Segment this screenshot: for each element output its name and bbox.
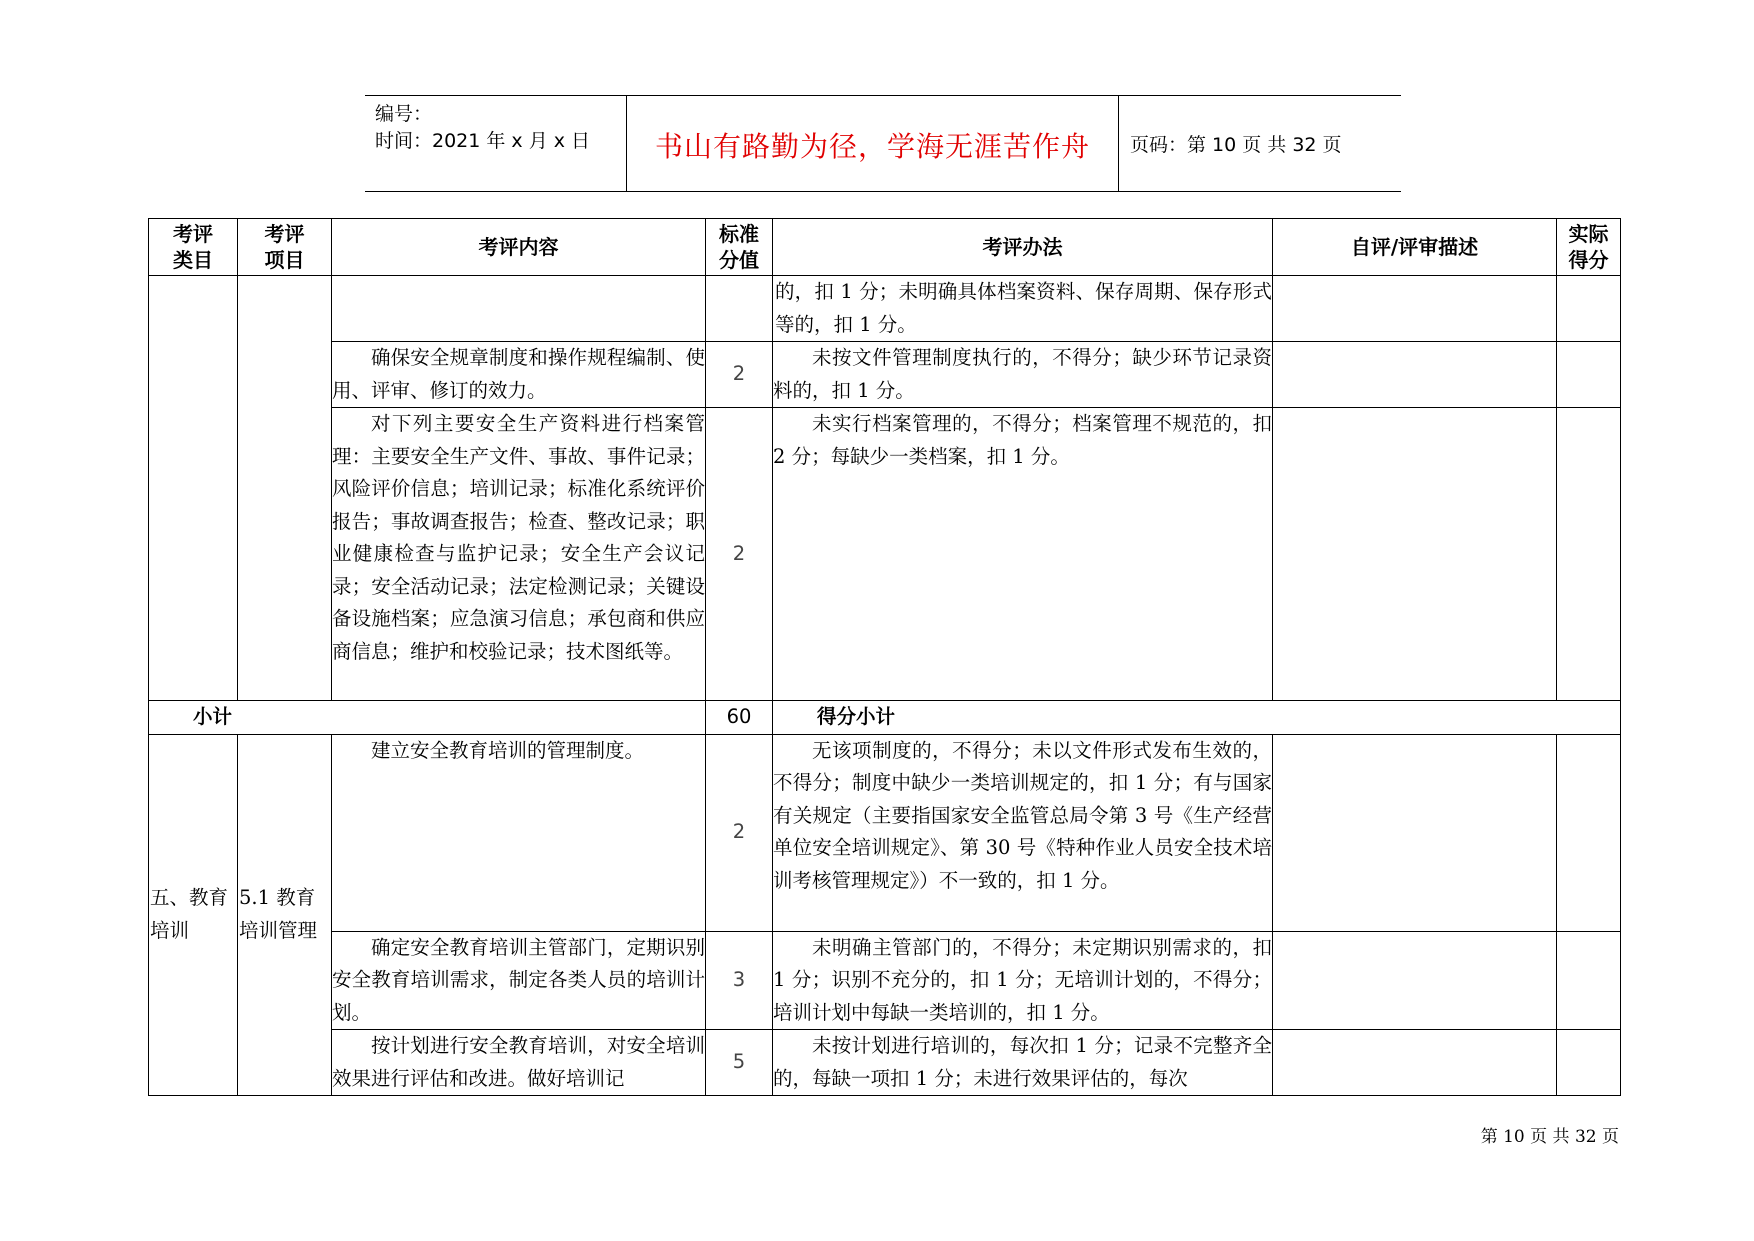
subtotal-label: 小计 xyxy=(149,701,706,735)
score-cell: 2 xyxy=(706,734,773,931)
col-header-score: 标准 分值 xyxy=(706,219,773,276)
description-cell xyxy=(1273,276,1557,342)
page-label: 页码：第 10 页 共 32 页 xyxy=(1130,134,1342,156)
time-label: 时间：2021 年 x 月 x 日 xyxy=(375,130,591,152)
actual-score-cell xyxy=(1557,342,1621,408)
evaluation-table xyxy=(148,218,1621,1096)
table-row xyxy=(149,342,1621,408)
content-cell xyxy=(332,276,706,342)
col-header-description: 自评/评审描述 xyxy=(1273,219,1557,276)
score-cell: 5 xyxy=(706,1030,773,1096)
method-cell: 无该项制度的，不得分；未以文件形式发布生效的，不得分；制度中缺少一类培训规定的，扣 1 分；有与国家有关规定（主要指国家安全监管总局令第 3 号《生产经营单位安全培训规定》、第 30 号《特种作业人员安全技术培训考核管理规定》）不一致的，扣 1 分。 xyxy=(773,734,1273,931)
description-cell xyxy=(1273,1030,1557,1096)
col-header-category: 考评 类目 xyxy=(149,219,238,276)
table-row xyxy=(149,408,1621,701)
method-cell: 的，扣 1 分；未明确具体档案资料、保存周期、保存形式等的，扣 1 分。 xyxy=(773,276,1273,342)
motto: 书山有路勤为径，学海无涯苦作舟 xyxy=(654,130,1090,163)
item-cell: 5.1 教育培训管理 xyxy=(238,734,332,1096)
document-header xyxy=(365,95,1401,192)
col-header-content: 考评内容 xyxy=(332,219,706,276)
col-header-item: 考评 项目 xyxy=(238,219,332,276)
subtotal-score-label: 得分小计 xyxy=(773,701,1621,735)
category-cell: 五、教育培训 xyxy=(149,734,238,1096)
code-label: 编号： xyxy=(375,103,433,125)
score-cell xyxy=(706,276,773,342)
table-row xyxy=(149,1030,1621,1096)
content-cell: 对下列主要安全生产资料进行档案管理：主要安全生产文件、事故、事件记录；风险评价信息；培训记录；标准化系统评价报告；事故调查报告；检查、整改记录；职业健康检查与监护记录；安全生产会议记录；安全活动记录；法定检测记录；关键设备设施档案；应急演习信息；承包商和供应商信息；维护和校验记录；技术图纸等。 xyxy=(332,408,706,701)
score-cell: 2 xyxy=(706,408,773,701)
subtotal-value: 60 xyxy=(706,701,773,735)
content-cell: 建立安全教育培训的管理制度。 xyxy=(332,734,706,931)
actual-score-cell xyxy=(1557,408,1621,701)
table-row xyxy=(149,276,1621,342)
table-row xyxy=(149,931,1621,1030)
score-cell: 2 xyxy=(706,342,773,408)
actual-score-cell xyxy=(1557,276,1621,342)
content-cell: 按计划进行安全教育培训，对安全培训效果进行评估和改进。做好培训记 xyxy=(332,1030,706,1096)
description-cell xyxy=(1273,931,1557,1030)
item-cell xyxy=(238,276,332,701)
col-header-method: 考评办法 xyxy=(773,219,1273,276)
category-cell xyxy=(149,276,238,701)
actual-score-cell xyxy=(1557,1030,1621,1096)
actual-score-cell xyxy=(1557,931,1621,1030)
subtotal-row xyxy=(149,701,1621,735)
content-cell: 确定安全教育培训主管部门，定期识别安全教育培训需求，制定各类人员的培训计划。 xyxy=(332,931,706,1030)
score-cell: 3 xyxy=(706,931,773,1030)
table-row xyxy=(149,734,1621,931)
description-cell xyxy=(1273,734,1557,931)
header-meta-cell xyxy=(365,96,627,191)
header-motto-cell xyxy=(627,96,1119,191)
description-cell xyxy=(1273,408,1557,701)
content-cell: 确保安全规章制度和操作规程编制、使用、评审、修订的效力。 xyxy=(332,342,706,408)
method-cell: 未明确主管部门的，不得分；未定期识别需求的，扣 1 分；识别不充分的，扣 1 分；无培训计划的，不得分；培训计划中每缺一类培训的，扣 1 分。 xyxy=(773,931,1273,1030)
header-page-cell xyxy=(1119,96,1401,191)
col-header-actual: 实际 得分 xyxy=(1557,219,1621,276)
description-cell xyxy=(1273,342,1557,408)
method-cell: 未按计划进行培训的，每次扣 1 分；记录不完整齐全的，每缺一项扣 1 分；未进行效果评估的，每次 xyxy=(773,1030,1273,1096)
table-header-row xyxy=(149,219,1621,276)
page-footer: 第 10 页 共 32 页 xyxy=(1480,1127,1619,1147)
method-cell: 未按文件管理制度执行的，不得分；缺少环节记录资料的，扣 1 分。 xyxy=(773,342,1273,408)
actual-score-cell xyxy=(1557,734,1621,931)
method-cell: 未实行档案管理的，不得分；档案管理不规范的，扣 2 分；每缺少一类档案，扣 1 分。 xyxy=(773,408,1273,701)
